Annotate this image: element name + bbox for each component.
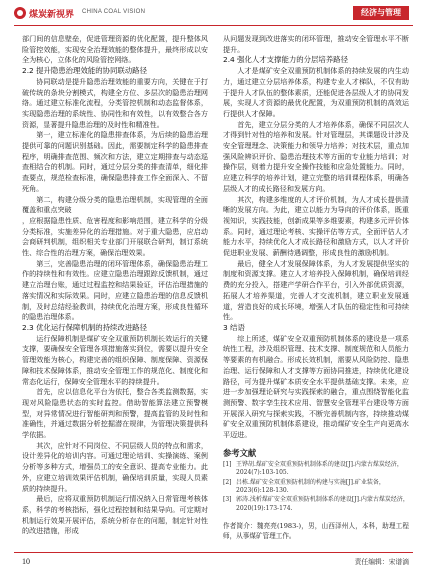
section-heading: 3 结语 [223, 322, 245, 332]
body-paragraph: 部门间的信息壁垒，促进管理资源的优化配置，提升整体风险管控效能，实现安全治理效能的整体提升，最终形成以安全为核心，立体化的风险管控网络。 [22, 34, 208, 65]
body-paragraph: 第一，建立标准化的隐患排查体系，为后续的隐患治理提供可靠的问题识别基础。因此，需要制定科学的隐患排查程序，明确排查范围、频次和方法，建立定期排查与动态巡查相结合的机制。同时，通过分层分类的排查清单，细化排查要点，规范检查标准，确保隐患排查工作全面深入、不留死角。 [22, 130, 208, 193]
references-list [223, 461, 409, 513]
responsible-editor: 责任编辑：宋谱滴 [354, 558, 409, 566]
reference-number: [2] [223, 478, 232, 486]
reference-text: 王铧胡.煤矿安全双重预防机制体系的建设[J].内蒙古煤炭经济，2024(7):103-105. [236, 460, 403, 477]
reference-number: [3] [223, 496, 232, 504]
section-heading: 2.3 优化运行保障机制的持续改进路径 [22, 322, 147, 332]
section-tag: 经济与管理 [353, 6, 409, 20]
body-paragraph: 首先，建立分层分类的人才培养体系，确保不同层次人才得到针对性的培养和发展。针对管理层，其课题设计涉及安全管理理念、决策能力和领导力培养；对技术层，重点加强风险辨识评价、隐患治理技术等方面的专业能力培训；对操作层，则着力提升安全操作技能和应急处置能力。同时，应建立科学的培养计划，建立完整的培训课程体系，明确各层级人才的成长路径和发展方向。 [223, 119, 409, 193]
body-paragraph: 第三，完善隐患治理的闭环管理体系，确保隐患治理工作的持续性和有效性。应建立隐患治理跟踪反馈机制，通过建立治理台账，通过过程监控和结果验证，评估治理措施的落实情况和实际效果。同时，应建立隐患治理的信息反馈机制，及时总结经验教训，持续优化治理方案，形成良性循环的隐患治理体系。 [22, 258, 208, 322]
body-paragraph: 从问题发现到改进落实的闭环管理，推动安全管理水平不断提升。 [223, 34, 409, 54]
left-column [22, 34, 208, 537]
journal-name-english: CHINA COAL VISION [82, 9, 146, 15]
section-heading: 2.4 强化人才支撑能力的分层培养路径 [223, 55, 348, 65]
right-column-body [223, 34, 409, 441]
body-paragraph: 其次，构建多维度的人才评价机制，为人才成长提供清晰的发展方向。为此，建立以能力为导向的评价体系，既重视知识，实践技能，创新成果等多维要素，构建多元评价体系。同时，通过理论考核、实操评估等方式，全面评估人才能力水平，持续优化人才成长路径和激励方式，以人才评价促进职业发展、薪酬待遇调整，形成良性的激励机制。 [223, 194, 409, 258]
section-heading: 2.2 提升隐患治理效能的协同联动路径 [22, 66, 147, 76]
author-note: 作者简介：魏亮亮(1983-)，男，山西泽州人，本科，助理工程师，从事煤矿管理工作。 [223, 522, 409, 541]
page-number: 10 [22, 557, 30, 566]
body-paragraph: 其次，应针对不同岗位、不同层级人员的特点和需求，设计差异化的培训内容。可通过理论培训、实操演练、案例分析等多种方式，增强员工的安全意识、提高专业能力。此外，应建立培训效果评估机制，确保培训质量，实现人员素质的持续提升。 [22, 440, 208, 493]
body-paragraph: ，应根据隐患性质、危害程度和影响范围，建立科学的分级分类标准，实施差异化的治理措施。对于重大隐患，应启动会商研判机制，组织相关专业部门开展联合研判，制订系统性、综合性的治理方案，确保治理效果。 [22, 215, 208, 258]
reference-item [223, 461, 409, 478]
journal-name: 煤炭新视界 [29, 10, 75, 20]
body-paragraph: 协同联动是提升隐患治理效能的重要方向，关键在于打破传统的条块分割模式，构建全方位、多层次的隐患治理网络。通过建立标准化流程，分类管控机制和动态监督体系，实现隐患治理的系统性、协同性和有效性，以有效整合各方资源，显著提升隐患治理的及时性和精准性。 [22, 76, 208, 129]
body-paragraph: 最后，应将双重预防机制运行情况纳入日常管理考核体系，科学的考核指标，强化过程控制和结果导向。可定期对机制运行效果开展评估，系统分析存在的问题，制定针对性的改进措施，形成 [22, 494, 208, 536]
body-paragraph: 综上所述，煤矿安全双重预防机制体系的建设是一项系统性工程，涉及组织管理、技术支撑、制度规范和人员能力等要素的有机融合。形成长效机制，需要从风险防控、隐患治理、运行保障和人才支撑等方面协同推进，持续优化建设路径，可为提升煤矿本质安全水平提供基础支撑。未来，应进一步加强理论研究与实践探索的融合，重点围绕智能化监测预警、数字孪生技术应用、智慧安全管理平台建设等方面开展深入研究与探索实践，不断完善机制内容，持续推动煤矿安全双重预防机制体系建设，推动煤矿安全生产向更高水平迈进。 [223, 333, 409, 440]
references-title: 参考文献 [223, 447, 257, 458]
reference-item [223, 496, 409, 513]
footer-rule [14, 552, 413, 553]
body-paragraph: 最后，健全人才发展保障体系，为人才发展提供坚实的制度和资源支撑。建立人才培养投入保障机制，确保培训经费的充分投入，搭建产学研合作平台，引入外部优质资源，拓展人才培养渠道，完善人才交流机制，建立职业发展通道，营造良好的成长环境，增强人才队伍的稳定性和可持续性。 [223, 258, 409, 322]
reference-item [223, 479, 409, 496]
body-paragraph: 首先，应以信息化平台为依托，整合各类监测数据，实现对风险隐患状态的实时监控。借助智能算法建立预警模型，对异常情况进行智能研判和预警，提高监管的及时性和准确性，并通过数据分析挖掘潜在规律，为管理决策提供科学依据。 [22, 387, 208, 440]
header-rule [14, 25, 413, 26]
body-paragraph: 第二，构建分级分类的隐患治理机制，实现管理的全面覆盖和重点突破 [22, 194, 208, 215]
reference-text: 郭涛.浅析煤矿安全双重预防机制体系的建设[J].内蒙古煤炭经济，2020(19):173-174. [236, 496, 409, 512]
reference-text: 吕栋.煤矿安全双重预防机制的构建与实施[J].矿业装备，2023(6):128-130. [236, 478, 385, 494]
page-header [0, 0, 427, 28]
right-column [223, 34, 409, 541]
journal-logo-icon [14, 7, 26, 19]
reference-number: [1] [223, 460, 232, 468]
body-paragraph: 运行保障机制是煤矿安全双重预防机制长效运行的关键支撑，要确保安全管理各项措施落实到位，需要以提升安全管理效能为核心，构建完善的组织保障、制度保障、资源保障和技术保障体系，推动安全管理工作的规范化、制度化和常态化运行，保障安全管理水平的持续提升。 [22, 333, 208, 386]
body-paragraph: 人才是煤矿安全双重预防机制体系的持续发展的内生动力，通过建立分层培养体系，构建专业人才梯队，不仅有助于提升人才队伍的整体素质，还能促进各层级人才的协同发展，实现人才资源的最优化配置，为双重预防机制的高效运行提供人才保障。 [223, 66, 409, 118]
